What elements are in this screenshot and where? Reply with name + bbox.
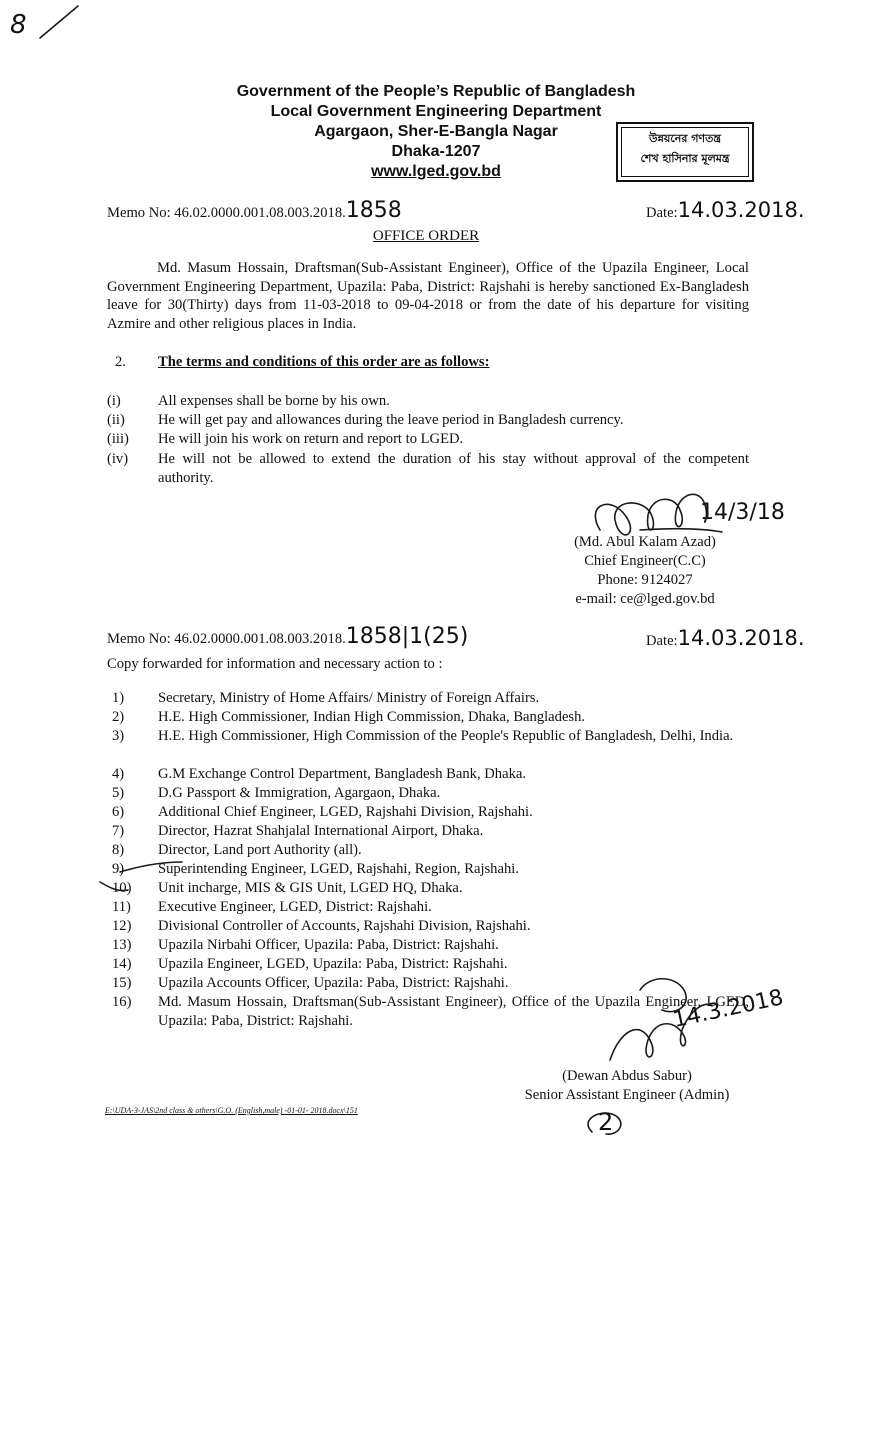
recipient-text: Additional Chief Engineer, LGED, Rajshahi Division, Rajshahi.	[158, 804, 533, 820]
recipient-number: 10)	[112, 880, 132, 896]
recipient-text: Upazila Engineer, LGED, Upazila: Paba, District: Rajshahi.	[158, 956, 508, 972]
recipient-number: 13)	[112, 937, 132, 953]
signatory-2-title: Senior Assistant Engineer (Admin)	[524, 1087, 730, 1103]
recipient-number: 14)	[112, 956, 132, 972]
recipient-text: H.E. High Commissioner, Indian High Commission, Dhaka, Bangladesh.	[158, 709, 586, 725]
header-line-address: Agargaon, Sher-E-Bangla Nagar	[314, 123, 558, 140]
recipient-text: Divisional Controller of Accounts, Rajshahi Division, Rajshahi.	[158, 918, 531, 934]
header-line-department: Local Government Engineering Department	[270, 103, 602, 120]
stamp-line-1: উন্নয়নের গণতন্ত্র	[649, 132, 721, 145]
recipient-text: Director, Land port Authority (all).	[158, 842, 362, 858]
signature-2-stroke	[610, 1004, 712, 1060]
recipient-text: Upazila Accounts Officer, Upazila: Paba, District: Rajshahi.	[158, 975, 509, 991]
term-text: He will get pay and allowances during the leave period in Bangladesh currency.	[158, 412, 624, 428]
recipient-number: 12)	[112, 918, 132, 934]
memo-hand-number: 1858	[345, 198, 402, 223]
stamp-line-2: শেখ হাসিনার মূলমন্ত্র	[640, 152, 730, 165]
recipient-number: 4)	[112, 766, 125, 782]
signatory-1-email: e-mail: ce@lged.gov.bd	[575, 591, 715, 607]
corner-slash-stroke	[40, 6, 78, 38]
superintending-strike-stroke	[120, 862, 182, 872]
recipient-text: D.G Passport & Immigration, Agargaon, Dhaka.	[158, 785, 441, 801]
file-path-footer: E:\UDA-3-JAS\2nd class & others\G.O. (English,male) -01-01- 2018.docx\151	[105, 1106, 358, 1115]
signature-1-underline	[640, 529, 722, 532]
memo-2-hand-number: 1858|1(25)	[345, 624, 469, 649]
recipient-number: 15)	[112, 975, 132, 991]
recipient-number: 7)	[112, 823, 125, 839]
signatory-1-title: Chief Engineer(C.C)	[584, 553, 706, 569]
item-10-check-stroke	[100, 882, 128, 891]
section-2-number: 2.	[115, 354, 126, 370]
recipient-number: 9)	[112, 861, 125, 877]
memo-2-date-label: Date:	[646, 633, 678, 649]
term-text: All expenses shall be borne by his own.	[158, 393, 390, 409]
section-2-heading: The terms and conditions of this order are as follows:	[158, 354, 490, 370]
signatory-1-phone: Phone: 9124027	[597, 572, 693, 588]
recipient-text: G.M Exchange Control Department, Bangladesh Bank, Dhaka.	[158, 766, 526, 782]
recipient-number: 2)	[112, 709, 125, 725]
signature-2-loop	[640, 979, 686, 1012]
signatory-2-name: (Dewan Abdus Sabur)	[562, 1068, 692, 1084]
office-order-body: Md. Masum Hossain, Draftsman(Sub-Assistant Engineer), Office of the Upazila Engineer, Local Government Engineering Department, Upazila: Paba, District: Rajshahi is hereby sanctioned Ex-Bangladesh leave for 30(Thirty) days from 11-03-2018 to 09-04-2018 or from the date of his departure for visiting Azmire and other religious places in India.	[107, 260, 749, 332]
recipient-text: Superintending Engineer, LGED, Rajshahi, Region, Rajshahi.	[158, 861, 519, 877]
recipient-number: 3)	[112, 728, 125, 744]
recipient-number: 11)	[112, 899, 131, 915]
signatory-1-hand-date: 14/3/18	[700, 500, 785, 525]
recipient-text: Md. Masum Hossain, Draftsman(Sub-Assistant Engineer), Office of the Upazila Engineer, LGED, Upazila: Paba, District: Rajshahi.	[158, 994, 749, 1029]
term-text: He will join his work on return and report to LGED.	[158, 431, 464, 447]
recipient-number: 16)	[112, 994, 132, 1010]
header-line-government: Government of the People’s Republic of Bangladesh	[236, 83, 636, 100]
term-number: (iii)	[107, 431, 129, 447]
recipient-text: H.E. High Commissioner, High Commission of the People's Republic of Bangladesh, Delhi, India.	[158, 728, 734, 744]
memo-2-hand-date: 14.03.2018.	[677, 626, 805, 650]
recipient-text: Executive Engineer, LGED, District: Rajshahi.	[158, 899, 432, 915]
recipient-text: Secretary, Ministry of Home Affairs/ Ministry of Foreign Affairs.	[158, 690, 540, 706]
recipient-text: Director, Hazrat Shahjalal International Airport, Dhaka.	[158, 823, 484, 839]
corner-page-mark: 8	[10, 10, 27, 40]
recipient-text: Unit incharge, MIS & GIS Unit, LGED HQ, Dhaka.	[158, 880, 463, 896]
header-line-city: Dhaka-1207	[391, 143, 481, 160]
term-text: He will not be allowed to extend the duration of his stay without approval of the competent authority.	[158, 451, 749, 486]
recipient-number: 1)	[112, 690, 125, 706]
term-number: (iv)	[107, 451, 129, 467]
handmark-circle	[588, 1113, 621, 1134]
memo-hand-date: 14.03.2018.	[677, 198, 805, 222]
header-website-link[interactable]: www.lged.gov.bd	[371, 163, 501, 180]
term-number: (i)	[107, 393, 121, 409]
signatory-1-name: (Md. Abul Kalam Azad)	[574, 534, 716, 550]
memo-2-number-label: Memo No: 46.02.0000.001.08.003.2018.	[107, 631, 346, 647]
signatory-2-hand-date: 14.3.2018	[670, 985, 786, 1033]
recipient-text: Upazila Nirbahi Officer, Upazila: Paba, District: Rajshahi.	[158, 937, 499, 953]
memo-number-label: Memo No: 46.02.0000.001.08.003.2018.	[107, 205, 346, 221]
recipient-number: 6)	[112, 804, 125, 820]
term-number: (ii)	[107, 412, 125, 428]
memo-date-label: Date:	[646, 205, 678, 221]
recipient-number: 5)	[112, 785, 125, 801]
office-order-title: OFFICE ORDER	[372, 228, 480, 244]
recipient-number: 8)	[112, 842, 125, 858]
signatory-2-hand-mark: 2	[598, 1108, 614, 1136]
copy-forwarded-intro: Copy forwarded for information and necessary action to :	[107, 656, 443, 672]
